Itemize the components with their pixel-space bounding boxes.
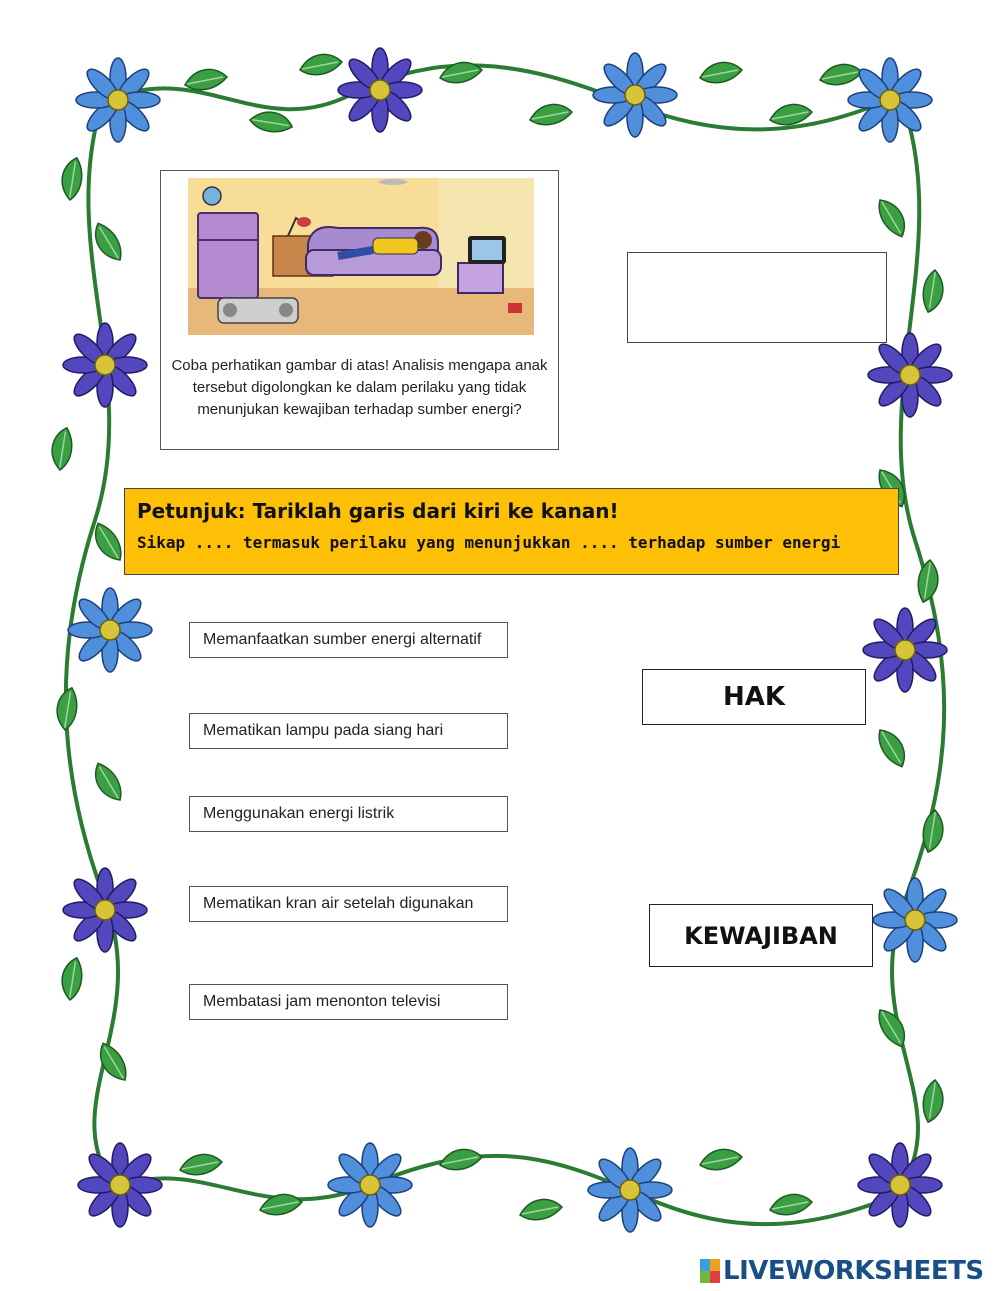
- brand-text: LIVEWORKSHEETS: [723, 1256, 984, 1286]
- match-target-hak[interactable]: HAK: [642, 669, 866, 725]
- match-item-3[interactable]: [189, 796, 508, 832]
- question-text: Coba perhatikan gambar di atas! Analisis mengapa anak tersebut digolongkan ke dalam perilaku yang tidak menunjukan kewajiban terhadap sumber energi?: [171, 357, 548, 418]
- match-item-1[interactable]: [189, 622, 508, 658]
- match-item-label: Mematikan lampu pada siang hari: [203, 722, 444, 739]
- match-item-4[interactable]: [189, 886, 508, 922]
- match-item-label: Menggunakan energi listrik: [203, 805, 395, 822]
- instruction-title: Petunjuk: Tariklah garis dari kiri ke kanan!: [137, 499, 619, 523]
- living-room-illustration: [188, 178, 534, 335]
- liveworksheets-logo-icon: [700, 1259, 720, 1283]
- match-item-5[interactable]: [189, 984, 508, 1020]
- match-target-kewajiban[interactable]: KEWAJIBAN: [649, 904, 873, 967]
- instruction-banner: [124, 488, 899, 575]
- picture-card: [160, 170, 559, 450]
- match-item-label: Mematikan kran air setelah digunakan: [203, 895, 474, 912]
- instruction-subtitle: Sikap .... termasuk perilaku yang menunjukkan .... terhadap sumber energi: [137, 533, 841, 552]
- match-item-label: Membatasi jam menonton televisi: [203, 993, 441, 1010]
- answer-input-box[interactable]: [627, 252, 887, 343]
- match-item-2[interactable]: [189, 713, 508, 749]
- liveworksheets-brand: [700, 1256, 984, 1286]
- match-item-label: Memanfaatkan sumber energi alternatif: [203, 631, 482, 648]
